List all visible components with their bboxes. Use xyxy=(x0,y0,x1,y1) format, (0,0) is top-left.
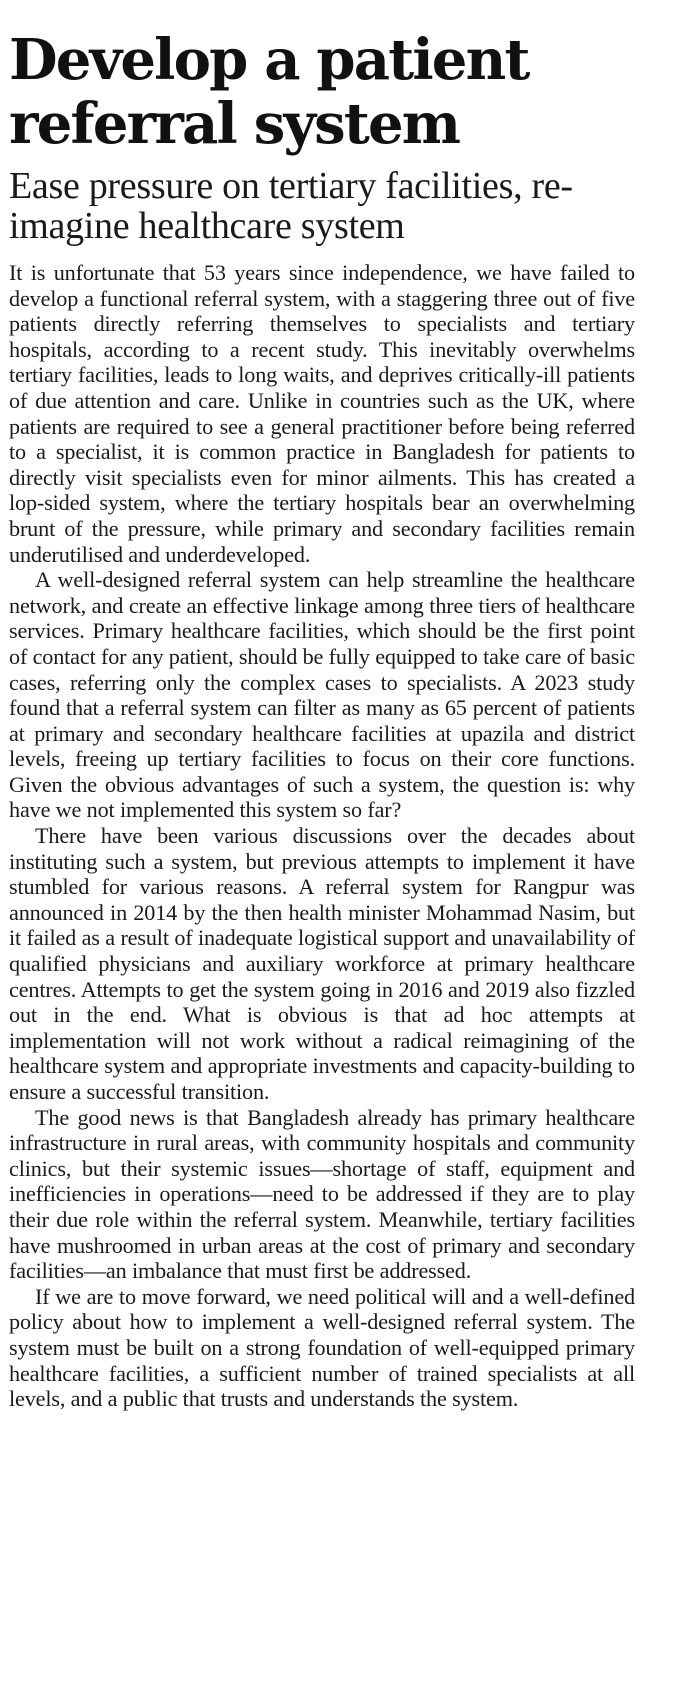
editorial-article xyxy=(9,28,635,1412)
paragraph-1: It is unfortunate that 53 years since independence, we have failed to develop a functional referral system, with a staggering three out of five patients directly referring themselves to specialists and tertiary hospitals, according to a recent study. This inevitably overwhelms tertiary facilities, leads to long waits, and deprives critically-ill patients of due attention and care. Unlike in countries such as the UK, where patients are required to see a general practitioner before being referred to a specialist, it is common practice in Bangladesh for patients to directly visit specialists even for minor ailments. This has created a lop-sided system, where the tertiary hospitals bear an overwhelming brunt of the pressure, while primary and secondary facilities remain underutilised and underdeveloped. xyxy=(9,260,635,567)
article-body xyxy=(9,260,635,1412)
subheadline: Ease pressure on tertiary facilities, re-imagine healthcare system xyxy=(9,165,573,247)
paragraph-3: There have been various discussions over the decades about instituting such a system, but previous attempts to implement it have stumbled for various reasons. A referral system for Rangpur was announced in 2014 by the then health minister Mohammad Nasim, but it failed as a result of inadequate logistical support and unavailability of qualified physicians and auxiliary workforce at primary healthcare centres. Attempts to get the system going in 2016 and 2019 also fizzled out in the end. What is obvious is that ad hoc attempts at implementation will not work without a radical reimagining of the healthcare system and appropriate investments and capacity-building to ensure a successful transition. xyxy=(9,823,635,1104)
headline: Develop a patient referral system xyxy=(9,27,529,157)
paragraph-5: If we are to move forward, we need political will and a well-defined policy about how to implement a well-designed referral system. The system must be built on a strong foundation of well-equipped primary healthcare facilities, a sufficient number of trained specialists at all levels, and a public that trusts and understands the system. xyxy=(9,1283,635,1412)
paragraph-2: A well-designed referral system can help streamline the healthcare network, and create an effective linkage among three tiers of healthcare services. Primary healthcare facilities, which should be the first point of contact for any patient, should be fully equipped to take care of basic cases, referring only the complex cases to specialists. A 2023 study found that a referral system can filter as many as 65 percent of patients at primary and secondary healthcare facilities at upazila and district levels, freeing up tertiary facilities to focus on their core functions. Given the obvious advantages of such a system, the question is: why have we not implemented this system so far? xyxy=(9,567,635,823)
paragraph-4: The good news is that Bangladesh already has primary healthcare infrastructure in rural areas, with community hospitals and community clinics, but their systemic issues—shortage of staff, equipment and inefficiencies in operations—need to be addressed if they are to play their due role within the referral system. Meanwhile, tertiary facilities have mushroomed in urban areas at the cost of primary and secondary facilities—an imbalance that must first be addressed. xyxy=(9,1104,635,1284)
